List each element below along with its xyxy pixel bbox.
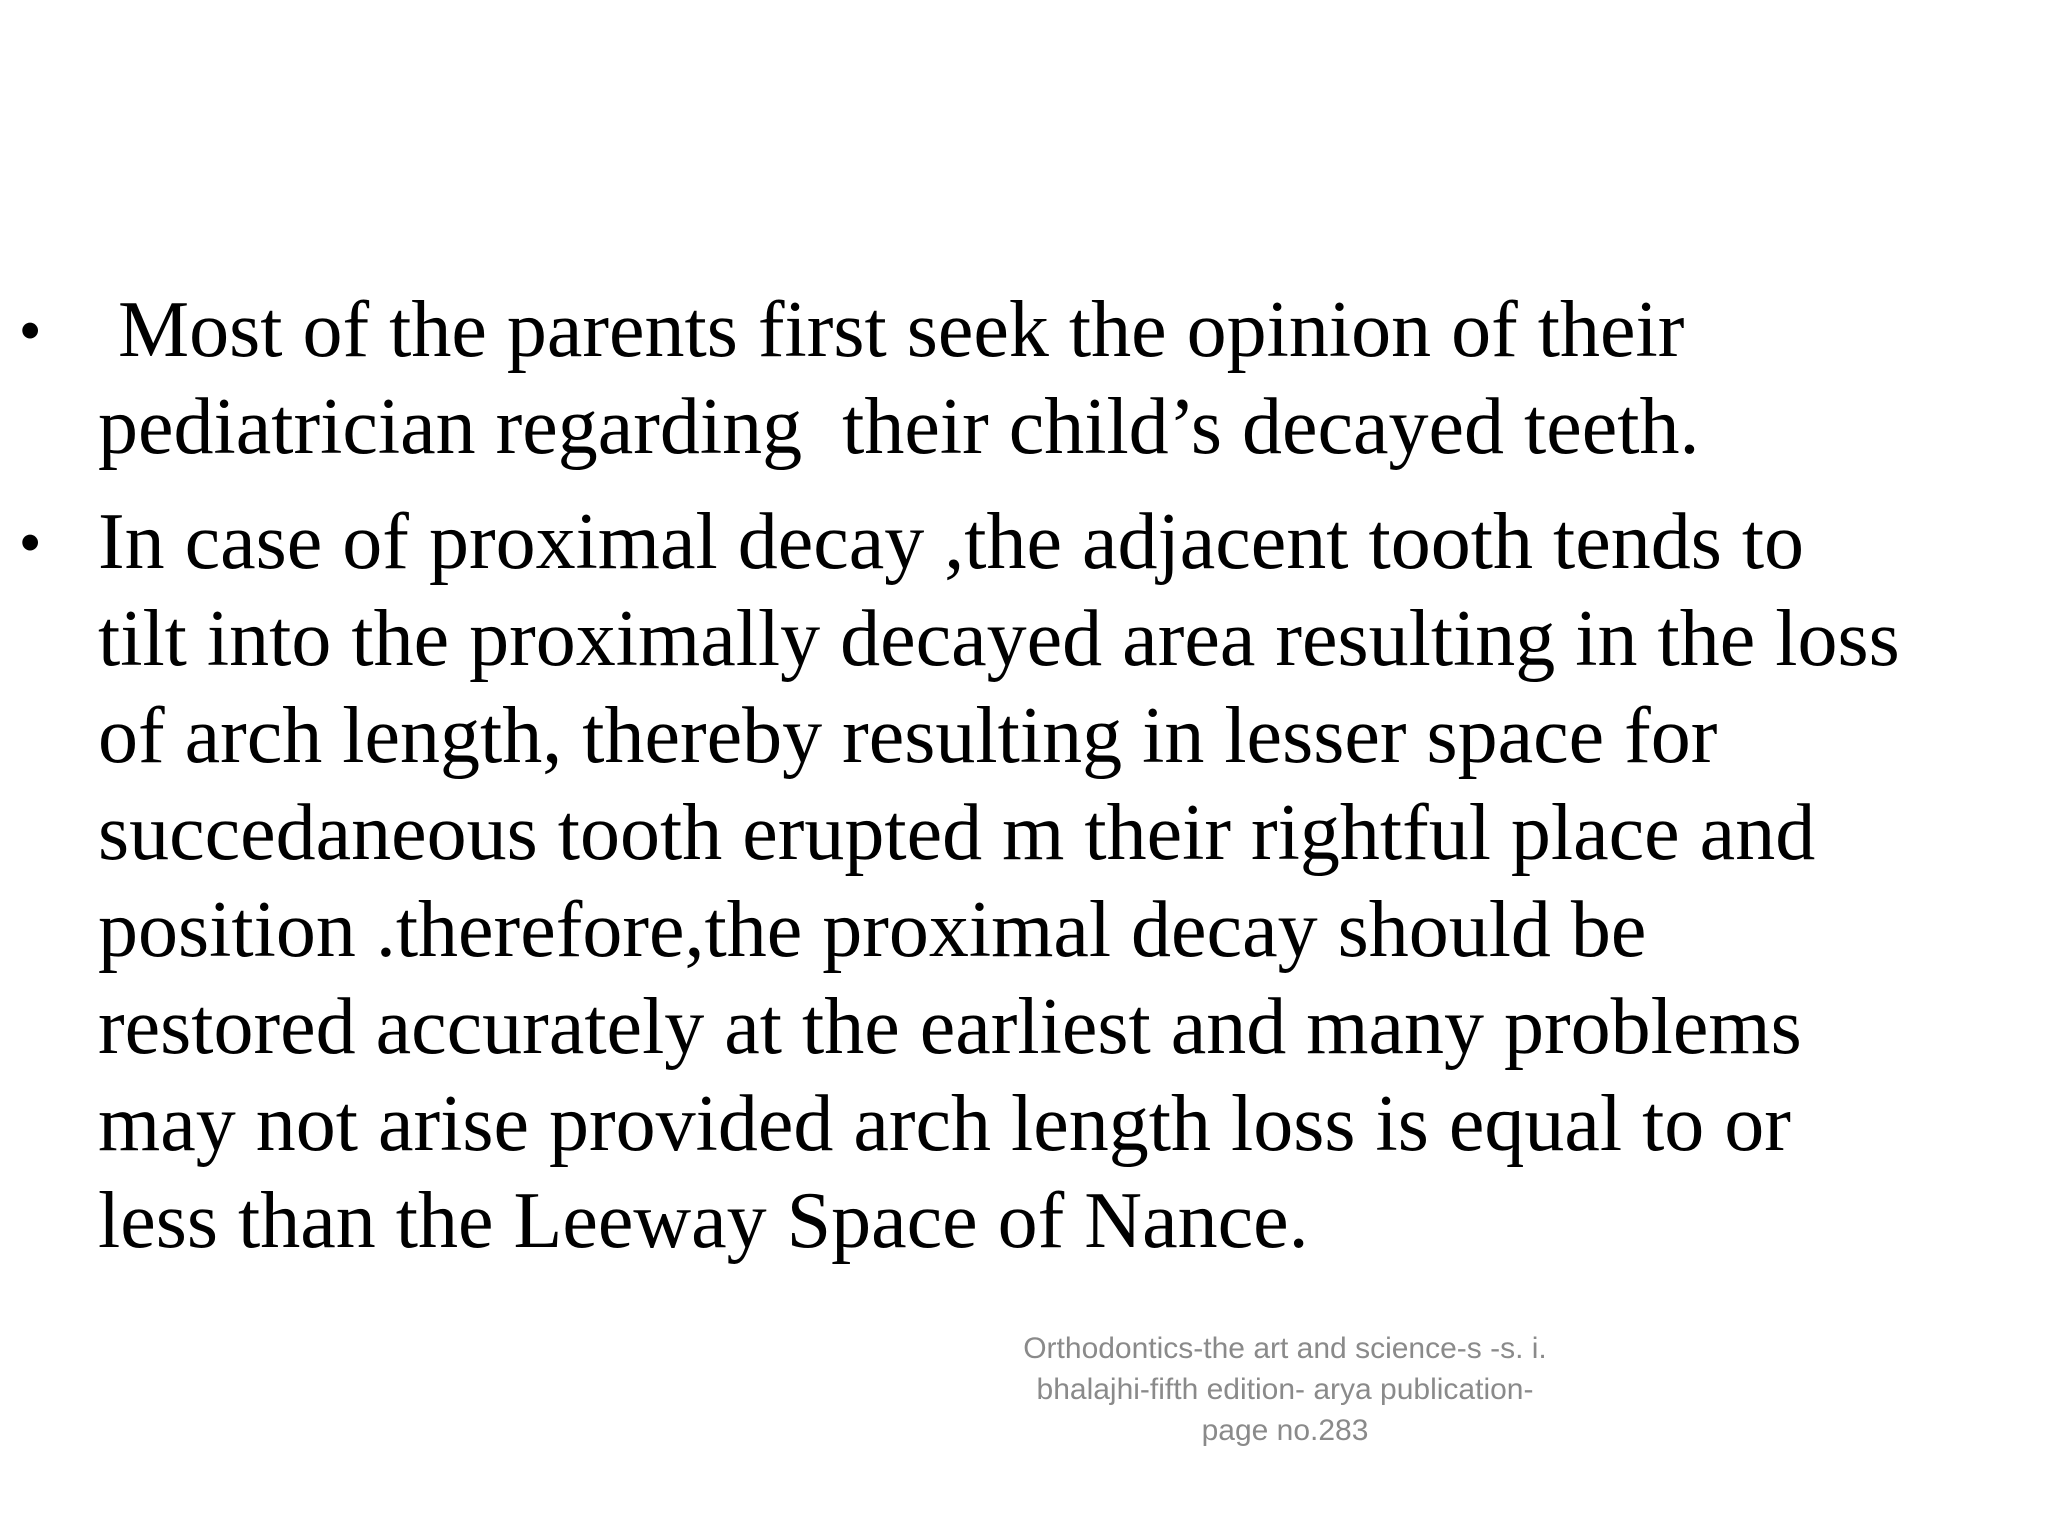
bullet-marker: • [20, 298, 41, 363]
citation-line: bhalajhi-fifth edition- arya publication- [1036, 1373, 1534, 1406]
bullet-text: Most of the parents first seek the opinion of their pediatrician regarding their child’s decayed teeth. [98, 286, 1705, 471]
bullet-item [20, 494, 1900, 1270]
citation-line: page no.283 [1201, 1414, 1369, 1447]
bullet-marker: • [20, 510, 41, 575]
bullet-item [20, 282, 1900, 476]
bullet-text: In case of proximal decay ,the adjacent tooth tends to tilt into the proximally decayed area resulting in the loss of arch length, thereby resulting in lesser space for succedaneous tooth erupted m their rightful place and position .therefore,the proximal decay should be restored accurately at the earliest and many problems may not arise provided arch length loss is equal to or less than the Leeway Space of Nance. [98, 498, 1900, 1265]
citation [920, 1328, 1650, 1451]
bullet-list [20, 282, 1900, 1288]
citation-line: Orthodontics-the art and science-s -s. i. [1023, 1332, 1547, 1365]
